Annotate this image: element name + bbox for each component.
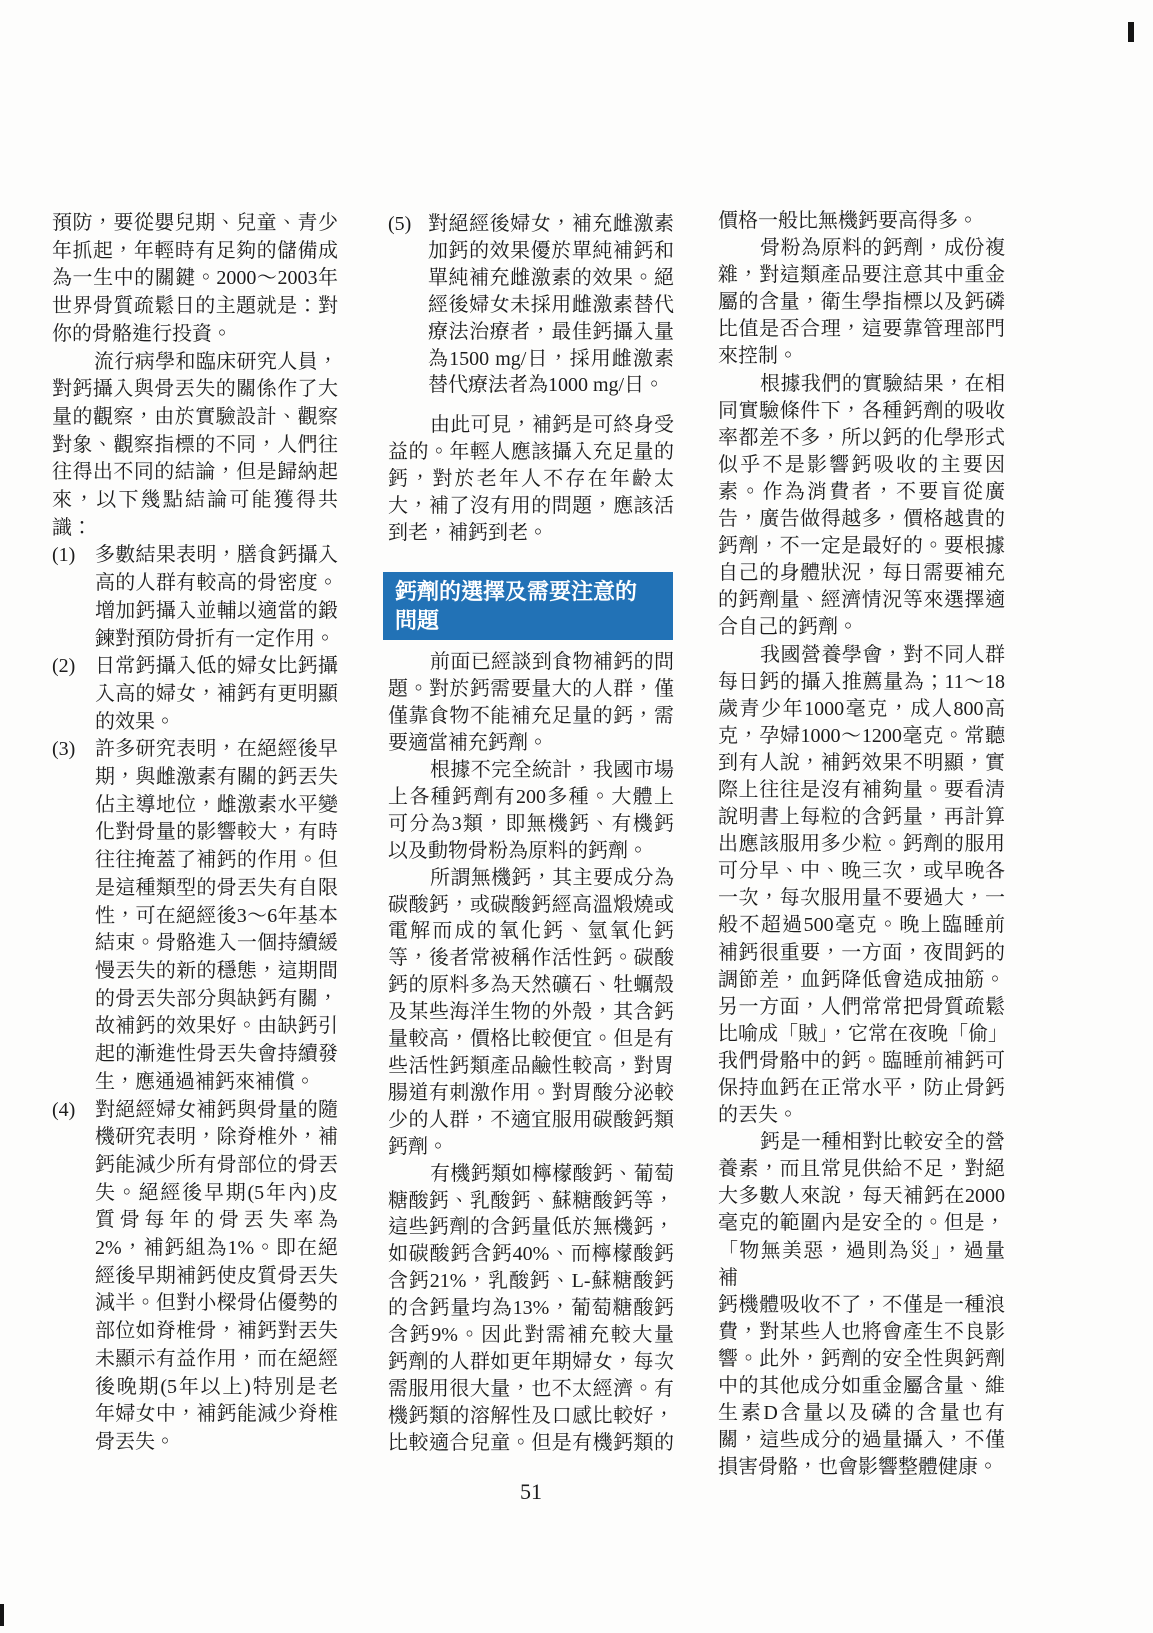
text-line: 量的觀察，由於實驗設計、觀察	[52, 405, 338, 428]
text-line: 故補鈣的效果好。由缺鈣引	[95, 1015, 338, 1038]
text-line: 減半。但對小樑骨佔優勢的	[95, 1292, 338, 1315]
scan-artifact-bottom-left	[0, 1604, 4, 1626]
text-line: 告，廣告做得越多，價格越貴的	[718, 508, 1005, 531]
text-line: 雜，對這類產品要注意其中重金	[718, 264, 1005, 287]
text-line: 含鈣9%。因此對需補充較大量	[388, 1324, 674, 1347]
text-line: 根據不完全統計，我國市場	[430, 759, 674, 781]
paragraph	[52, 210, 338, 349]
text-line: 機研究表明，除脊椎外，補	[95, 1126, 338, 1149]
text-line: 合自己的鈣劑。	[718, 616, 858, 639]
text-line: 你的骨骼進行投資。	[52, 322, 232, 345]
text-line: 要適當補充鈣劑。	[388, 732, 548, 755]
text-line: 流行病學和臨床研究人員，	[94, 350, 338, 373]
text-line: 益的。年輕人應該攝入充足量的	[388, 441, 674, 464]
text-line: 的含鈣量均為13%，葡萄糖酸鈣	[388, 1297, 674, 1320]
item-number: (5)	[388, 213, 412, 235]
text-line: 起的漸進性骨丟失會持續發	[95, 1043, 338, 1066]
text-line: 許多研究表明，在絕經後早	[95, 738, 338, 761]
text-line: 可分早、中、晚三次，或早晚各	[718, 860, 1005, 883]
text-line: 響。此外，鈣劑的安全性與鈣劑	[718, 1347, 1005, 1370]
text-line: 未顯示有益作用，而在絕經	[95, 1347, 338, 1370]
text-line: 鈣劑。	[388, 1135, 448, 1158]
text-line: 另一方面，人們常常把骨質疏鬆	[718, 995, 1005, 1018]
section-heading	[383, 572, 673, 640]
paragraph	[718, 371, 1005, 642]
text-line: 克，孕婦1000～1200毫克。常聽	[718, 724, 1005, 747]
text-line: 比較適合兒童。但是有機鈣類的	[388, 1431, 674, 1454]
text-line: 入高的婦女，補鈣有更明顯	[95, 682, 338, 705]
text-line: 糖酸鈣、乳酸鈣、蘇糖酸鈣等，	[388, 1189, 674, 1212]
text-line: 往得出不同的結論，但是歸納起	[52, 461, 338, 484]
text-line: 可分為3類，即無機鈣、有機鈣	[388, 812, 674, 835]
text-line: 需服用很大量，也不太經濟。有	[388, 1377, 674, 1400]
text-line: 生，應通過補鈣來補償。	[95, 1070, 315, 1093]
text-line: 鈣是一種相對比較安全的營	[760, 1131, 1005, 1154]
text-line: 及某些海洋生物的外殼，其含鈣	[388, 1001, 674, 1024]
text-line: 預防，要從嬰兒期、兒童、青少	[52, 212, 338, 234]
text-line: 上各種鈣劑有200多種。大體上	[388, 785, 674, 808]
text-line: 機鈣類的溶解性及口感比較好，	[388, 1404, 674, 1427]
text-line: 素。作為消費者，不要盲從廣	[718, 480, 1005, 503]
text-line: 率都差不多，所以鈣的化學形式	[718, 426, 1005, 449]
text-line: 對絕經後婦女，補充雌激素	[428, 213, 674, 235]
text-line: 單純補充雌激素的效果。絕	[428, 266, 674, 289]
numbered-item	[388, 211, 674, 399]
text-line: 所謂無機鈣，其主要成分為	[430, 866, 674, 889]
item-number: (4)	[52, 1098, 76, 1121]
text-line: 比值是否合理，這要靠管理部門	[718, 318, 1005, 341]
item-text	[95, 542, 338, 653]
numbered-item	[52, 1097, 338, 1457]
text-line: 我國營養學會，對不同人群	[760, 643, 1005, 666]
text-line: 結束。骨骼進入一個持續緩	[95, 932, 338, 955]
paragraph	[388, 757, 674, 865]
text-line: 來，以下幾點結論可能獲得共	[52, 489, 338, 512]
text-line: 有機鈣類如檸檬酸鈣、葡萄	[430, 1162, 674, 1185]
paragraph	[388, 412, 674, 547]
text-line: 往往掩蓋了補鈣的作用。但	[95, 849, 338, 872]
text-line: 損害骨骼，也會影響整體健康。	[718, 1456, 998, 1479]
numbered-item	[52, 542, 338, 653]
text-line: 含鈣21%，乳酸鈣、L-蘇糖酸鈣	[388, 1270, 674, 1293]
text-column-3	[718, 208, 1008, 1481]
text-line: 替代療法者為1000 mg/日。	[428, 374, 665, 397]
text-line: 說明書上每粒的含鈣量，再計算	[718, 806, 1005, 829]
text-line: 鈣的原料多為天然礦石、牡蠣殼	[388, 974, 674, 997]
text-line: 等，後者常被稱作活性鈣。碳酸	[388, 947, 674, 970]
text-line: 出應該服用多少粒。鈣劑的服用	[718, 833, 1005, 856]
text-line: 的鈣劑量、經濟情況等來選擇適	[718, 589, 1005, 612]
text-line: 大，補了沒有用的問題，應該活	[388, 495, 674, 518]
text-line: 中的其他成分如重金屬含量、維	[718, 1375, 1005, 1398]
text-line: 高的人群有較高的骨密度。	[95, 572, 338, 595]
text-line: 鈣劑，不一定是最好的。要根據	[718, 535, 1005, 558]
scan-artifact-top-right	[1128, 22, 1134, 42]
paragraph	[388, 649, 674, 757]
text-line: 到有人說，補鈣效果不明顯，實	[718, 751, 1005, 774]
text-line: 經後婦女未採用雌激素替代	[428, 293, 674, 316]
text-line: 調節差，血鈣降低會造成抽筋。	[718, 968, 1005, 991]
text-line: 為一生中的關鍵。2000～2003年	[52, 267, 338, 290]
text-line: 似乎不是影響鈣吸收的主要因	[718, 453, 1005, 476]
text-line: 僅靠食物不能補充足量的鈣，需	[388, 705, 674, 728]
text-line: 的骨丟失部分與缺鈣有關，	[95, 987, 338, 1010]
text-line: 到老，補鈣到老。	[388, 521, 548, 544]
text-line: 性，可在絕經後3～6年基本	[95, 904, 338, 927]
text-column-1	[52, 210, 338, 1457]
item-text	[428, 211, 674, 399]
text-line: 質骨每年的骨丟失率為	[95, 1209, 338, 1232]
text-line: 補鈣很重要，一方面，夜間鈣的	[718, 941, 1005, 964]
text-line: 屬的含量，衛生學指標以及鈣磷	[718, 291, 1005, 314]
text-line: 毫克的範圍內是安全的。但是，	[718, 1212, 1005, 1235]
text-line: 電解而成的氧化鈣、氫氧化鈣	[388, 920, 674, 943]
text-line: 多數結果表明，膳食鈣攝入	[95, 544, 338, 567]
text-line: 後晚期(5年以上)特別是老	[95, 1375, 338, 1398]
paragraph	[388, 865, 674, 1161]
text-line: 慢丟失的新的穩態，這期間	[95, 959, 338, 982]
text-line: 鍊對預防骨折有一定作用。	[95, 627, 335, 650]
text-line: 日常鈣攝入低的婦女比鈣攝	[95, 655, 338, 678]
text-line: 療法治療者，最佳鈣攝入量	[428, 320, 674, 343]
text-line: 歲青少年1000毫克，成人800高	[718, 697, 1005, 720]
text-line: 保持血鈣在正常水平，防止骨鈣	[718, 1077, 1005, 1099]
text-line: 一次，每次服用量不要過大，一	[718, 887, 1005, 910]
item-number: (1)	[52, 544, 76, 567]
text-line: 碳酸鈣，或碳酸鈣經高溫煅燒或	[388, 893, 674, 916]
text-line: 自己的身體狀況，每日需要補充	[718, 562, 1005, 585]
paragraph	[718, 235, 1005, 370]
numbered-item	[52, 736, 338, 1096]
text-line: 是這種類型的骨丟失有自限	[95, 876, 338, 899]
text-line: 根據我們的實驗結果，在相	[760, 372, 1005, 395]
text-line: 量較高，價格比較便宜。但是有	[388, 1028, 674, 1051]
text-line: 來控制。	[718, 345, 798, 368]
text-line: 骨丟失。	[95, 1430, 175, 1453]
page-number: 51	[520, 1479, 542, 1504]
text-line: 為1500 mg/日，採用雌激素	[428, 347, 674, 370]
text-line: 腸道有刺激作用。對胃酸分泌較	[388, 1081, 674, 1104]
text-line: 鈣能減少所有骨部位的骨丟	[95, 1153, 338, 1176]
text-line: 世界骨質疏鬆日的主題就是：對	[52, 295, 338, 318]
text-line: 每日鈣的攝入推薦量為；11～18	[718, 670, 1005, 693]
item-text	[95, 1097, 338, 1457]
text-line: 些活性鈣類產品鹼性較高，對胃	[388, 1054, 674, 1077]
text-line: 如碳酸鈣含鈣40%、而檸檬酸鈣	[388, 1243, 674, 1266]
text-line: 2%，補鈣組為1%。即在絕	[95, 1237, 338, 1260]
text-line: 年抓起，年輕時有足夠的儲備成	[52, 239, 338, 262]
text-line: 由此可見，補鈣是可終身受	[430, 414, 674, 437]
item-text	[95, 736, 338, 1096]
text-line: 失。絕經後早期(5年內)皮	[95, 1181, 338, 1204]
text-line: 佔主導地位，雌激素水平變	[95, 793, 338, 816]
text-line: 以及動物骨粉為原料的鈣劑。	[388, 839, 648, 862]
text-line: 這些鈣劑的含鈣量低於無機鈣，	[388, 1216, 674, 1239]
text-line: 前面已經談到食物補鈣的問	[430, 651, 674, 674]
text-line: 年婦女中，補鈣能減少脊椎	[95, 1403, 338, 1426]
item-text	[95, 653, 338, 736]
text-line: 費，對某些人也將會產生不良影	[718, 1320, 1005, 1343]
paragraph	[718, 642, 1008, 1130]
text-line: 鈣，對於老年人不存在年齡太	[388, 468, 674, 491]
text-line: 少的人群，不適宜服用碳酸鈣類	[388, 1108, 674, 1131]
text-line: 大多數人來說，每天補鈣在2000	[718, 1185, 1005, 1208]
text-line: 關，這些成分的過量攝入，不僅	[718, 1429, 1005, 1452]
text-line: 增加鈣攝入並輔以適當的鍛	[95, 599, 338, 622]
paragraph	[52, 349, 338, 543]
text-line: 生素D含量以及磷的含量也有	[718, 1402, 1005, 1425]
text-line: 同實驗條件下，各種鈣劑的吸收	[718, 399, 1005, 422]
item-number: (3)	[52, 738, 76, 761]
text-line: 識：	[52, 516, 92, 539]
numbered-item	[52, 653, 338, 736]
text-line: 「物無美惡，過則為災」，過量補	[718, 1239, 1005, 1289]
text-line: 對鈣攝入與骨丟失的關係作了大	[52, 378, 338, 401]
text-line: 加鈣的效果優於單純補鈣和	[428, 239, 674, 262]
paragraph	[718, 1129, 1005, 1481]
text-line: 我們骨骼中的鈣。臨睡前補鈣可	[718, 1049, 1005, 1072]
text-line: 際上往往是沒有補夠量。要看清	[718, 778, 1005, 801]
text-line: 化對骨量的影響較大，有時	[95, 821, 338, 844]
text-line: 般不超過500毫克。晚上臨睡前	[718, 914, 1005, 937]
paragraph	[718, 208, 1005, 235]
paragraph	[388, 1161, 674, 1457]
text-line: 骨粉為原料的鈣劑，成份複	[760, 237, 1005, 260]
text-line: 的丟失。	[718, 1104, 798, 1127]
text-line: 對絕經婦女補鈣與骨量的隨	[95, 1098, 338, 1121]
text-line: 對象、觀察指標的不同，人們往	[52, 433, 338, 456]
text-line: 比喻成「賊」，它常在夜晚「偷」	[718, 1022, 1008, 1045]
text-line: 鈣機體吸收不了，不僅是一種浪	[718, 1293, 1005, 1316]
text-line: 經後早期補鈣使皮質骨丟失	[95, 1264, 338, 1287]
text-line: 的效果。	[95, 710, 175, 733]
text-line: 價格一般比無機鈣要高得多。	[718, 210, 978, 232]
text-column-2	[388, 211, 674, 1457]
text-line: 鈣劑的人群如更年期婦女，每次	[388, 1350, 674, 1373]
text-line: 養素，而且常見供給不足，對絕	[718, 1158, 1005, 1181]
text-line: 部位如脊椎骨，補鈣對丟失	[95, 1320, 338, 1343]
section-heading-text: 鈣劑的選擇及需要注意的問題	[395, 578, 638, 633]
text-line: 期，與雌激素有關的鈣丟失	[95, 766, 338, 789]
item-number: (2)	[52, 655, 76, 678]
text-line: 題。對於鈣需要量大的人群，僅	[388, 678, 674, 701]
